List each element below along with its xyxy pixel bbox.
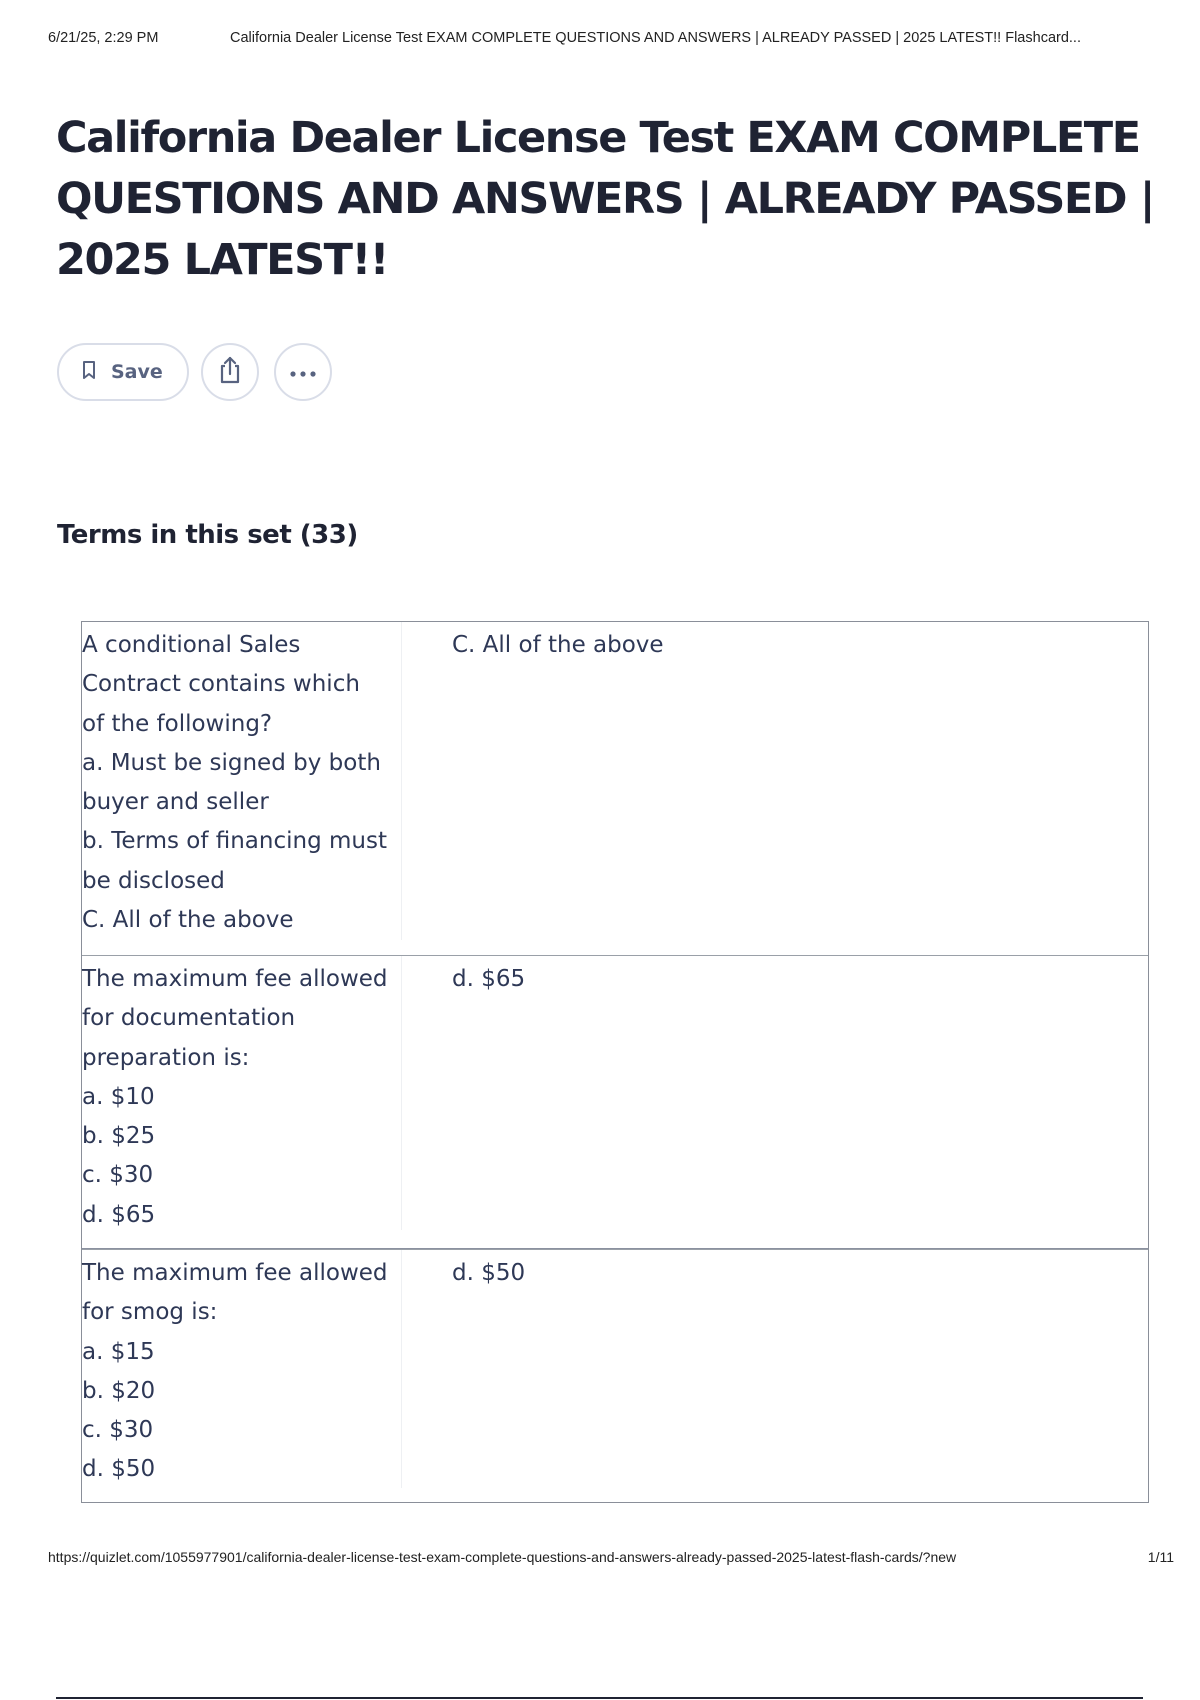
term-question: The maximum fee allowed for smog is: a. $15 b. $20 c. $30 d. $50: [82, 1250, 402, 1488]
page-divider: [56, 1697, 1143, 1699]
page-number: 1/11: [1147, 1549, 1174, 1565]
save-label: Save: [111, 361, 163, 383]
term-row[interactable]: [82, 955, 1148, 1249]
terms-list: [81, 621, 1149, 1503]
save-button[interactable]: [57, 343, 189, 401]
print-title: California Dealer License Test EXAM COMPLETE QUESTIONS AND ANSWERS | ALREADY PASSED | 2025 LATEST!! Flashcard...: [230, 30, 1081, 46]
term-answer: C. All of the above: [452, 632, 664, 658]
terms-heading: Terms in this set (33): [57, 520, 358, 550]
term-answer: d. $50: [452, 1260, 526, 1286]
term-question: A conditional Sales Contract contains which of the following? a. Must be signed by both buyer and seller b. Terms of financing must be disclosed C. All of the above: [82, 622, 402, 940]
bookmark-icon: [81, 360, 97, 384]
term-row[interactable]: [82, 622, 1148, 955]
print-date: 6/21/25, 2:29 PM: [48, 30, 159, 46]
print-header: [48, 30, 1170, 50]
share-icon: [216, 355, 244, 389]
page-url: https://quizlet.com/1055977901/california-dealer-license-test-exam-complete-questions-and-answers-already-passed-2025-latest-flash-cards/?new: [48, 1549, 957, 1565]
more-horizontal-icon: [288, 363, 318, 382]
term-question: The maximum fee allowed for documentation preparation is: a. $10 b. $25 c. $30 d. $65: [82, 956, 402, 1230]
print-footer: [48, 1549, 1174, 1569]
page-title: California Dealer License Test EXAM COMPLETE QUESTIONS AND ANSWERS | ALREADY PASSED | 2025 LATEST!!: [56, 113, 1155, 285]
more-button[interactable]: [274, 343, 332, 401]
term-answer: d. $65: [452, 966, 526, 992]
term-row[interactable]: [82, 1249, 1148, 1502]
share-button[interactable]: [201, 343, 259, 401]
